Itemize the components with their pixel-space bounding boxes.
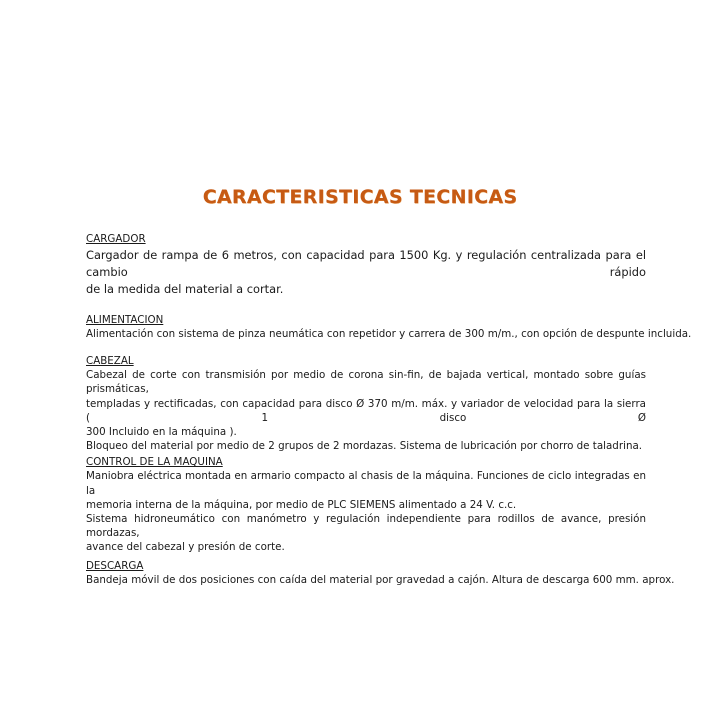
section-descarga xyxy=(86,559,675,587)
body-line: 300 Incluido en la máquina ). xyxy=(86,426,237,439)
section-body-control xyxy=(86,469,646,554)
section-heading-cabezal: CABEZAL xyxy=(86,355,134,368)
body-line: Maniobra eléctrica montada en armario compacto al chasis de la máquina. Funciones de ciclo integradas en la xyxy=(86,470,646,497)
section-body-alimentacion xyxy=(86,327,692,341)
body-line: de la medida del material a cortar. xyxy=(86,282,284,296)
document-title: CARACTERISTICAS TECNICAS xyxy=(202,186,518,208)
section-heading-control: CONTROL DE LA MAQUINA xyxy=(86,456,223,469)
section-heading-alimentacion: ALIMENTACION xyxy=(86,314,164,326)
section-alimentacion xyxy=(86,314,692,341)
section-body-cabezal xyxy=(86,368,646,453)
section-heading-descarga: DESCARGA xyxy=(86,559,144,572)
section-body-descarga xyxy=(86,573,675,587)
body-line: memoria interna de la máquina, por medio de PLC SIEMENS alimentado a 24 V. c.c. xyxy=(86,498,517,511)
body-line: Sistema hidroneumático con manómetro y regulación independiente para rodillos de avance, presión mordazas, xyxy=(86,513,646,540)
section-heading-cargador: CARGADOR xyxy=(86,233,146,245)
section-cargador xyxy=(86,233,646,298)
body-line: Bandeja móvil de dos posiciones con caída del material por gravedad a cajón. Altura de descarga 600 mm. aprox. xyxy=(86,573,675,586)
body-line: Cargador de rampa de 6 metros, con capacidad para 1500 Kg. y regulación centralizada para el cambio rápido xyxy=(86,248,646,279)
document-content xyxy=(86,233,692,587)
body-line: Bloqueo del material por medio de 2 grupos de 2 mordazas. Sistema de lubricación por chorro de taladrina. xyxy=(86,440,643,453)
section-body-cargador xyxy=(86,247,646,298)
body-line: templadas y rectificadas, con capacidad para disco Ø 370 m/m. máx. y variador de velocidad para la sierra ( 1 disco Ø xyxy=(86,397,646,424)
section-control-de-la-maquina xyxy=(86,456,646,554)
body-line: avance del cabezal y presión de corte. xyxy=(86,541,285,554)
body-line: Cabezal de corte con transmisión por medio de corona sin-fin, de bajada vertical, montado sobre guías prismáticas, xyxy=(86,369,646,396)
section-cabezal xyxy=(86,355,646,453)
body-line: Alimentación con sistema de pinza neumática con repetidor y carrera de 300 m/m., con opción de despunte incluida. xyxy=(86,328,692,340)
